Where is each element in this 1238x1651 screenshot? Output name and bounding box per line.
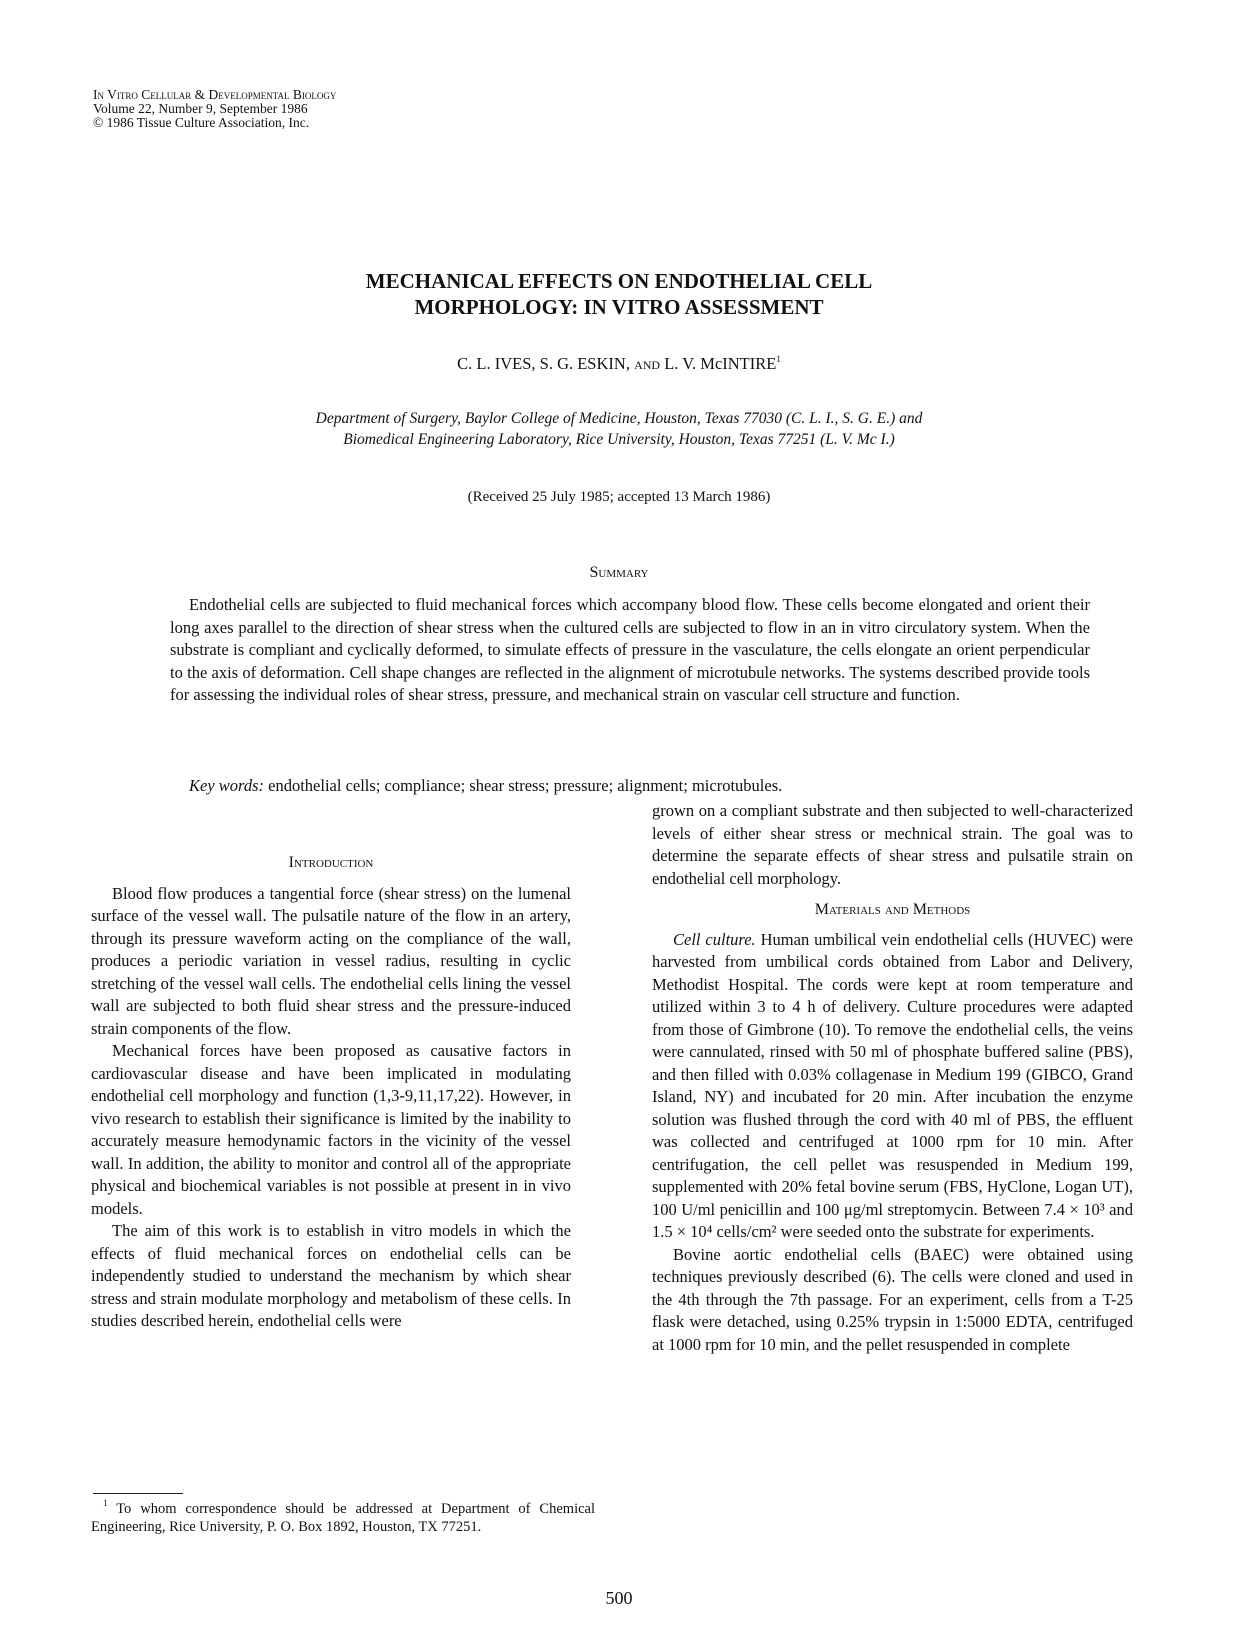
journal-copyright: © 1986 Tissue Culture Association, Inc. bbox=[93, 115, 310, 130]
baec-paragraph: Bovine aortic endothelial cells (BAEC) were obtained using techniques previously described (6). The cells were cloned and used in the 4th through the 7th passage. For an experiment, cells from a T-25 flask were detached, using 0.25% trypsin in 1:5000 EDTA, centrifuged at 1000 rpm for 10 min, and the pellet resuspended in complete bbox=[652, 1244, 1133, 1354]
right-column bbox=[652, 800, 1133, 1356]
title-line-1: MECHANICAL EFFECTS ON ENDOTHELIAL CELL bbox=[365, 269, 873, 293]
keywords-text: endothelial cells; compliance; shear stress; pressure; alignment; microtubules. bbox=[268, 776, 783, 795]
methods-heading: Materials and Methods bbox=[814, 901, 971, 918]
affiliation-line-2: Biomedical Engineering Laboratory, Rice University, Houston, Texas 77251 (L. V. Mc I.) bbox=[343, 431, 895, 448]
cell-culture-label: Cell culture. bbox=[673, 929, 756, 949]
cell-culture-text: Human umbilical vein endothelial cells (HUVEC) were harvested from umbilical cords obtained from Labor and Delivery, Methodist Hospital. The cords were kept at room temperature and utilized within 3 to 4 h of delivery. Culture procedures were adapted from those of Gimbrone (10). To remove the endothelial cells, the veins were cannulated, rinsed with 50 ml of phosphate buffered saline (PBS), and then filled with 0.03% collagenase in Medium 199 (GIBCO, Grand Island, NY) and incubated for 20 min. After incubation the enzyme solution was flushed through the cord with 40 ml of PBS, the effluent was collected and centrifuged at 1000 rpm for 10 min. After centrifugation, the cell pellet was resuspended in Medium 199, supplemented with 20% fetal bovine serum (FBS, HyClone, Logan UT), 100 U/ml penicillin and 100 μg/ml streptomycin. Between 7.4 × 10³ and 1.5 × 10⁴ cells/cm² were seeded onto the substrate for experiments. bbox=[652, 929, 1133, 1241]
journal-header bbox=[93, 88, 336, 130]
author-footnote-mark: 1 bbox=[776, 354, 781, 364]
journal-volume: Volume 22, Number 9, September 1986 bbox=[93, 101, 308, 116]
title-line-2: MORPHOLOGY: IN VITRO ASSESSMENT bbox=[414, 295, 824, 319]
left-column bbox=[91, 852, 571, 1333]
affiliations bbox=[0, 408, 1238, 450]
author-names: C. L. IVES, S. G. ESKIN, bbox=[457, 354, 630, 373]
page-number: 500 bbox=[605, 1588, 633, 1608]
intro-paragraph-3: The aim of this work is to establish in vitro models in which the effects of fluid mechanical forces on endothelial cells can be independently studied to understand the mechanism by which shear stress and strain modulate morphology and metabolism of these cells. In studies described herein, endothelial cells were bbox=[91, 1221, 571, 1330]
footnote bbox=[91, 1500, 595, 1536]
received-dates: (Received 25 July 1985; accepted 13 March 1986) bbox=[467, 489, 771, 505]
summary-block bbox=[170, 594, 1090, 707]
affiliation-line-1: Department of Surgery, Baylor College of Medicine, Houston, Texas 77030 (C. L. I., S. G. E.) and bbox=[315, 410, 923, 427]
intro-paragraph-2: Mechanical forces have been proposed as causative factors in cardiovascular disease and have been implicated in modulating endothelial cell morphology and function (1,3-9,11,17,22). However, in vivo research to establish their significance is limited by the inability to accurately measure hemodynamic factors in the vicinity of the vessel wall. In addition, the ability to monitor and control all of the appropriate physical and biochemical variables is not possible at present in in vivo models. bbox=[91, 1041, 571, 1218]
keywords-line bbox=[170, 776, 1090, 796]
intro-continuation: grown on a compliant substrate and then subjected to well-characterized levels of either shear stress or mechnical strain. The goal was to determine the separate effects of shear stress and pulsatile strain on endothelial cell morphology. bbox=[652, 801, 1133, 888]
introduction-heading: Introduction bbox=[288, 854, 374, 871]
author-last: L. V. McINTIRE bbox=[664, 354, 777, 373]
journal-name: In Vitro Cellular & Developmental Biology bbox=[93, 87, 337, 102]
footnote-mark: 1 bbox=[103, 1498, 108, 1508]
intro-paragraph-1: Blood flow produces a tangential force (shear stress) on the lumenal surface of the vessel wall. The pulsatile nature of the flow in an artery, through its pressure waveform acting on the compliance of the wall, produces a periodic variation in vessel radius, resulting in cyclic stretching of the vessel wall cells. The endothelial cells lining the vessel wall are subjected to both fluid shear stress and the pressure-induced strain components of the flow. bbox=[91, 883, 571, 1038]
author-and: and bbox=[634, 354, 661, 373]
keywords-label: Key words: bbox=[189, 776, 265, 795]
article-title bbox=[0, 268, 1238, 320]
cell-culture-paragraph bbox=[652, 929, 1133, 1244]
summary-text: Endothelial cells are subjected to fluid mechanical forces which accompany blood flow. These cells become elongated and orient their long axes parallel to the direction of shear stress when the cultured cells are subjected to flow in an in vitro circulatory system. When the substrate is compliant and cyclically deformed, to simulate effects of pressure in the vasculature, the cells elongate an orient perpendicular to the axis of deformation. Cell shape changes are reflected in the alignment of microtubule networks. The systems described provide tools for assessing the individual roles of shear stress, pressure, and mechanical strain on vascular cell structure and function. bbox=[170, 595, 1090, 704]
author-list bbox=[0, 354, 1238, 374]
footnote-divider bbox=[93, 1493, 183, 1494]
summary-heading: Summary bbox=[589, 564, 649, 581]
footnote-text: To whom correspondence should be addressed at Department of Chemical Engineering, Rice University, P. O. Box 1892, Houston, TX 77251. bbox=[91, 1501, 595, 1535]
